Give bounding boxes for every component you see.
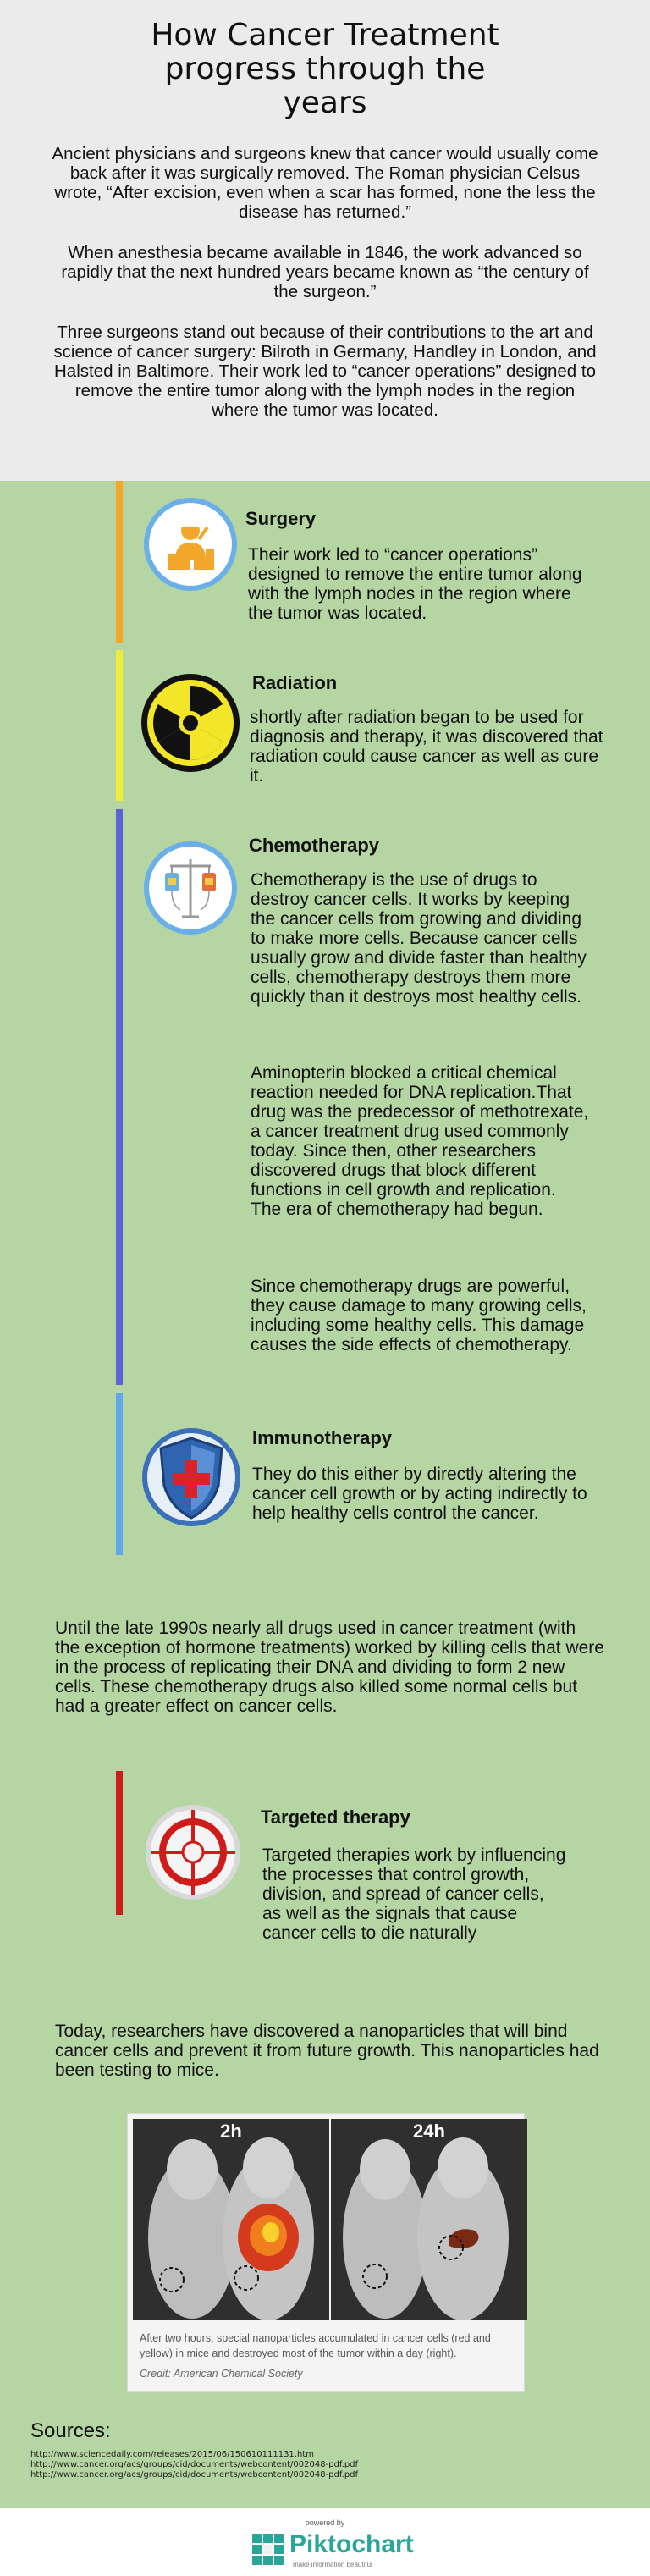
figure-credit: Credit: American Chemical Society: [140, 2368, 303, 2380]
immunotherapy-text: They do this either by directly altering the cancer cell growth or by acting indirectly to help healthy cells control the cancer.: [252, 1465, 587, 1523]
mice-photo-24h: [331, 2119, 527, 2320]
panel-label-2h: 2h: [220, 2121, 242, 2142]
figure-caption: After two hours, special nanoparticles accumulated in cancer cells (red and yellow) in mice and destroyed most of the tumor within a day (right).: [140, 2332, 491, 2359]
targeted-title: Targeted therapy: [261, 1807, 410, 1828]
title-line-2: progress through the: [164, 52, 486, 86]
source-link[interactable]: http://www.cancer.org/acs/groups/cid/documents/webcontent/002048-pdf.pdf: [30, 2470, 359, 2479]
piktochart-tagline: make information beautiful: [293, 2561, 372, 2568]
chemotherapy-paragraph-2: Aminopterin blocked a critical chemical reaction needed for DNA replication.That drug was the predecessor of methotrexate, a cancer treatment drug used commonly today. Since then, other researchers discovered drugs that block different functions in cell growth and replication. The era of chemotherapy had begun.: [251, 1063, 589, 1219]
intro-paragraph-surgeons: Three surgeons stand out because of their contributions to the art and science of cancer surgery: Bilroth in Germany, Handley in London, and Halsted in Baltimore. Their work led to “cancer operations” designed to remove the entire tumor along with the lymph nodes in the region where the tumor was located.: [53, 323, 597, 420]
title-line-3: years: [283, 85, 367, 120]
radiation-icon: [140, 672, 241, 774]
nineties-paragraph: Until the late 1990s nearly all drugs used in cancer treatment (with the exception of hormone treatments) worked by killing cells that were in the process of replicating their DNA and dividing to form 2 new cells. These chemotherapy drugs also killed some normal cells but had a greater effect on cancer cells.: [55, 1619, 604, 1716]
intro-paragraph-anesthesia: When anesthesia became available in 1846, the work advanced so rapidly that the next hundred years became known as “the century of the surgeon.”: [61, 243, 589, 301]
radiation-title: Radiation: [252, 672, 338, 693]
radiation-text: shortly after radiation began to be used for diagnosis and therapy, it was discovered that radiation could cause cancer as well as cure it.: [250, 708, 603, 786]
powered-by-text: powered by: [305, 2518, 345, 2527]
sources-title: Sources:: [30, 2419, 111, 2442]
immunotherapy-title: Immunotherapy: [252, 1427, 393, 1448]
surgery-title: Surgery: [245, 508, 317, 529]
nanoparticles-paragraph: Today, researchers have discovered a nanoparticles that will bind cancer cells and prevent it from future growth. This nanoparticles had been testing to mice.: [55, 2022, 599, 2080]
panel-label-24h: 24h: [413, 2121, 445, 2142]
immunotherapy-timeline-bar: [116, 1393, 123, 1555]
mice-photo-2h: [133, 2119, 329, 2320]
shield-cross-icon: [140, 1426, 242, 1528]
targeted-timeline-bar: [116, 1771, 123, 1915]
chemotherapy-timeline-bar: [116, 809, 123, 1385]
header-section: [0, 0, 650, 481]
crosshair-icon: [142, 1801, 244, 1903]
chemotherapy-paragraph-3: Since chemotherapy drugs are powerful, they cause damage to many growing cells, including some healthy cells. This damage causes the side effects of chemotherapy.: [251, 1277, 587, 1354]
page-title: [0, 19, 650, 120]
mice-figure: [127, 2113, 525, 2392]
surgeon-icon: [144, 498, 237, 591]
chemotherapy-title: Chemotherapy: [249, 835, 380, 856]
source-link[interactable]: http://www.cancer.org/acs/groups/cid/documents/webcontent/002048-pdf.pdf: [30, 2460, 359, 2469]
intro-paragraph-celsus: Ancient physicians and surgeons knew that cancer would usually come back after it was surgically removed. The Roman physician Celsus wrote, “After excision, even when a scar has formed, none the less the disease has returned.”: [52, 144, 598, 222]
surgery-timeline-bar: [116, 481, 123, 643]
source-link[interactable]: http://www.sciencedaily.com/releases/2015/06/150610111131.htm: [30, 2450, 314, 2459]
chemotherapy-paragraph-1: Chemotherapy is the use of drugs to destroy cancer cells. It works by keeping the cancer cells from growing and dividing to make more cells. Because cancer cells usually grow and divide faster than healthy cells, chemotherapy destroys them more quickly than it destroys most healthy cells.: [251, 870, 587, 1007]
piktochart-brand[interactable]: Piktochart: [289, 2530, 414, 2558]
timeline-section: [0, 481, 650, 2576]
piktochart-logo-icon[interactable]: [252, 2534, 284, 2566]
footer: [0, 2508, 650, 2576]
title-line-1: How Cancer Treatment: [151, 18, 499, 52]
targeted-text: Targeted therapies work by influencing the processes that control growth, division, and spread of cancer cells, as well as the signals that cause cancer cells to die naturally: [262, 1845, 566, 1943]
iv-drip-icon: [144, 841, 237, 935]
surgery-text: Their work led to “cancer operations” designed to remove the entire tumor along with the lymph nodes in the region where the tumor was located.: [248, 545, 582, 623]
radiation-timeline-bar: [116, 650, 123, 801]
